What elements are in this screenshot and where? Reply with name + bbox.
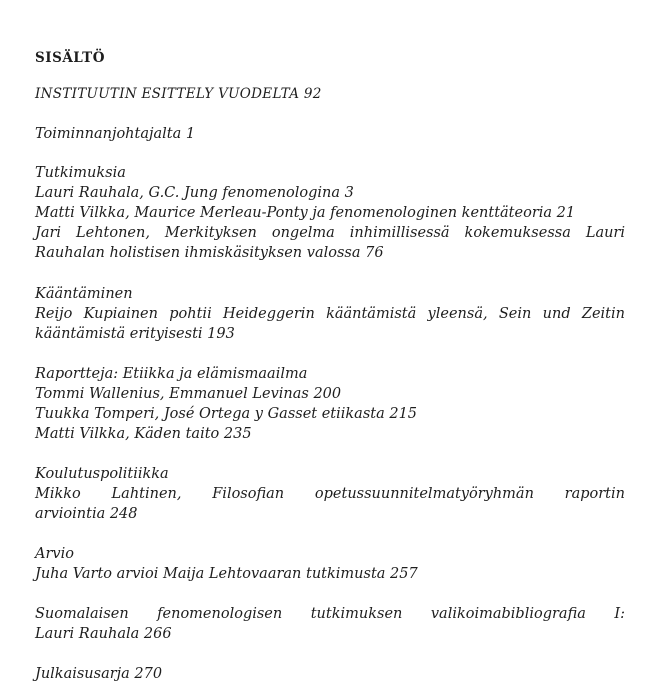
toc-line-varto: Juha Varto arvioi Maija Lehtovaaran tutkimusta 257: [35, 566, 418, 582]
toc-line-instituutin: INSTITUUTIN ESITTELY VUODELTA 92: [35, 86, 322, 102]
toc-line-rauhala: Lauri Rauhala, G.C. Jung fenomenologina 3: [35, 185, 354, 201]
toc-line-tomperi: Tuukka Tomperi, José Ortega y Gasset etiikasta 215: [35, 406, 418, 422]
toc-line-biblio-1: Suomalaisen fenomenologisen tutkimuksen valikoimabibliografia I:: [35, 606, 625, 622]
toc-line-kupiainen-2: kääntämistä erityisesti 193: [35, 326, 235, 342]
toc-line-biblio-2: Lauri Rauhala 266: [35, 626, 172, 642]
toc-line-koulutus-heading: Koulutuspolitiikka: [35, 466, 169, 482]
toc-line-julkaisusarja: Julkaisusarja 270: [35, 666, 163, 682]
toc-line-lahtinen-1: Mikko Lahtinen, Filosofian opetussuunnitelmatyöryhmän raportin: [35, 486, 625, 502]
toc-line-tutkimuksia-heading: Tutkimuksia: [35, 165, 126, 181]
toc-line-vilkka-kaden: Matti Vilkka, Käden taito 235: [35, 426, 252, 442]
toc-line-lahtinen-2: arviointia 248: [35, 506, 138, 522]
page-heading: SISÄLTÖ: [35, 50, 105, 66]
toc-line-raportteja-heading: Raportteja: Etiikka ja elämismaailma: [35, 366, 308, 382]
toc-line-kaantaminen-heading: Kääntäminen: [35, 286, 133, 302]
toc-line-lehtonen-2: Rauhalan holistisen ihmiskäsityksen valossa 76: [35, 245, 384, 261]
toc-line-arvio-heading: Arvio: [35, 546, 74, 562]
toc-line-wallenius: Tommi Wallenius, Emmanuel Levinas 200: [35, 386, 342, 402]
toc-line-lehtonen-1: Jari Lehtonen, Merkityksen ongelma inhimillisessä kokemuksessa Lauri: [35, 225, 625, 241]
toc-line-vilkka-mmp: Matti Vilkka, Maurice Merleau-Ponty ja fenomenologinen kenttäteoria 21: [35, 205, 576, 221]
toc-line-kupiainen-1: Reijo Kupiainen pohtii Heideggerin kääntämistä yleensä, Sein und Zeitin: [35, 306, 625, 322]
toc-line-toiminnan: Toiminnanjohtajalta 1: [35, 126, 196, 142]
